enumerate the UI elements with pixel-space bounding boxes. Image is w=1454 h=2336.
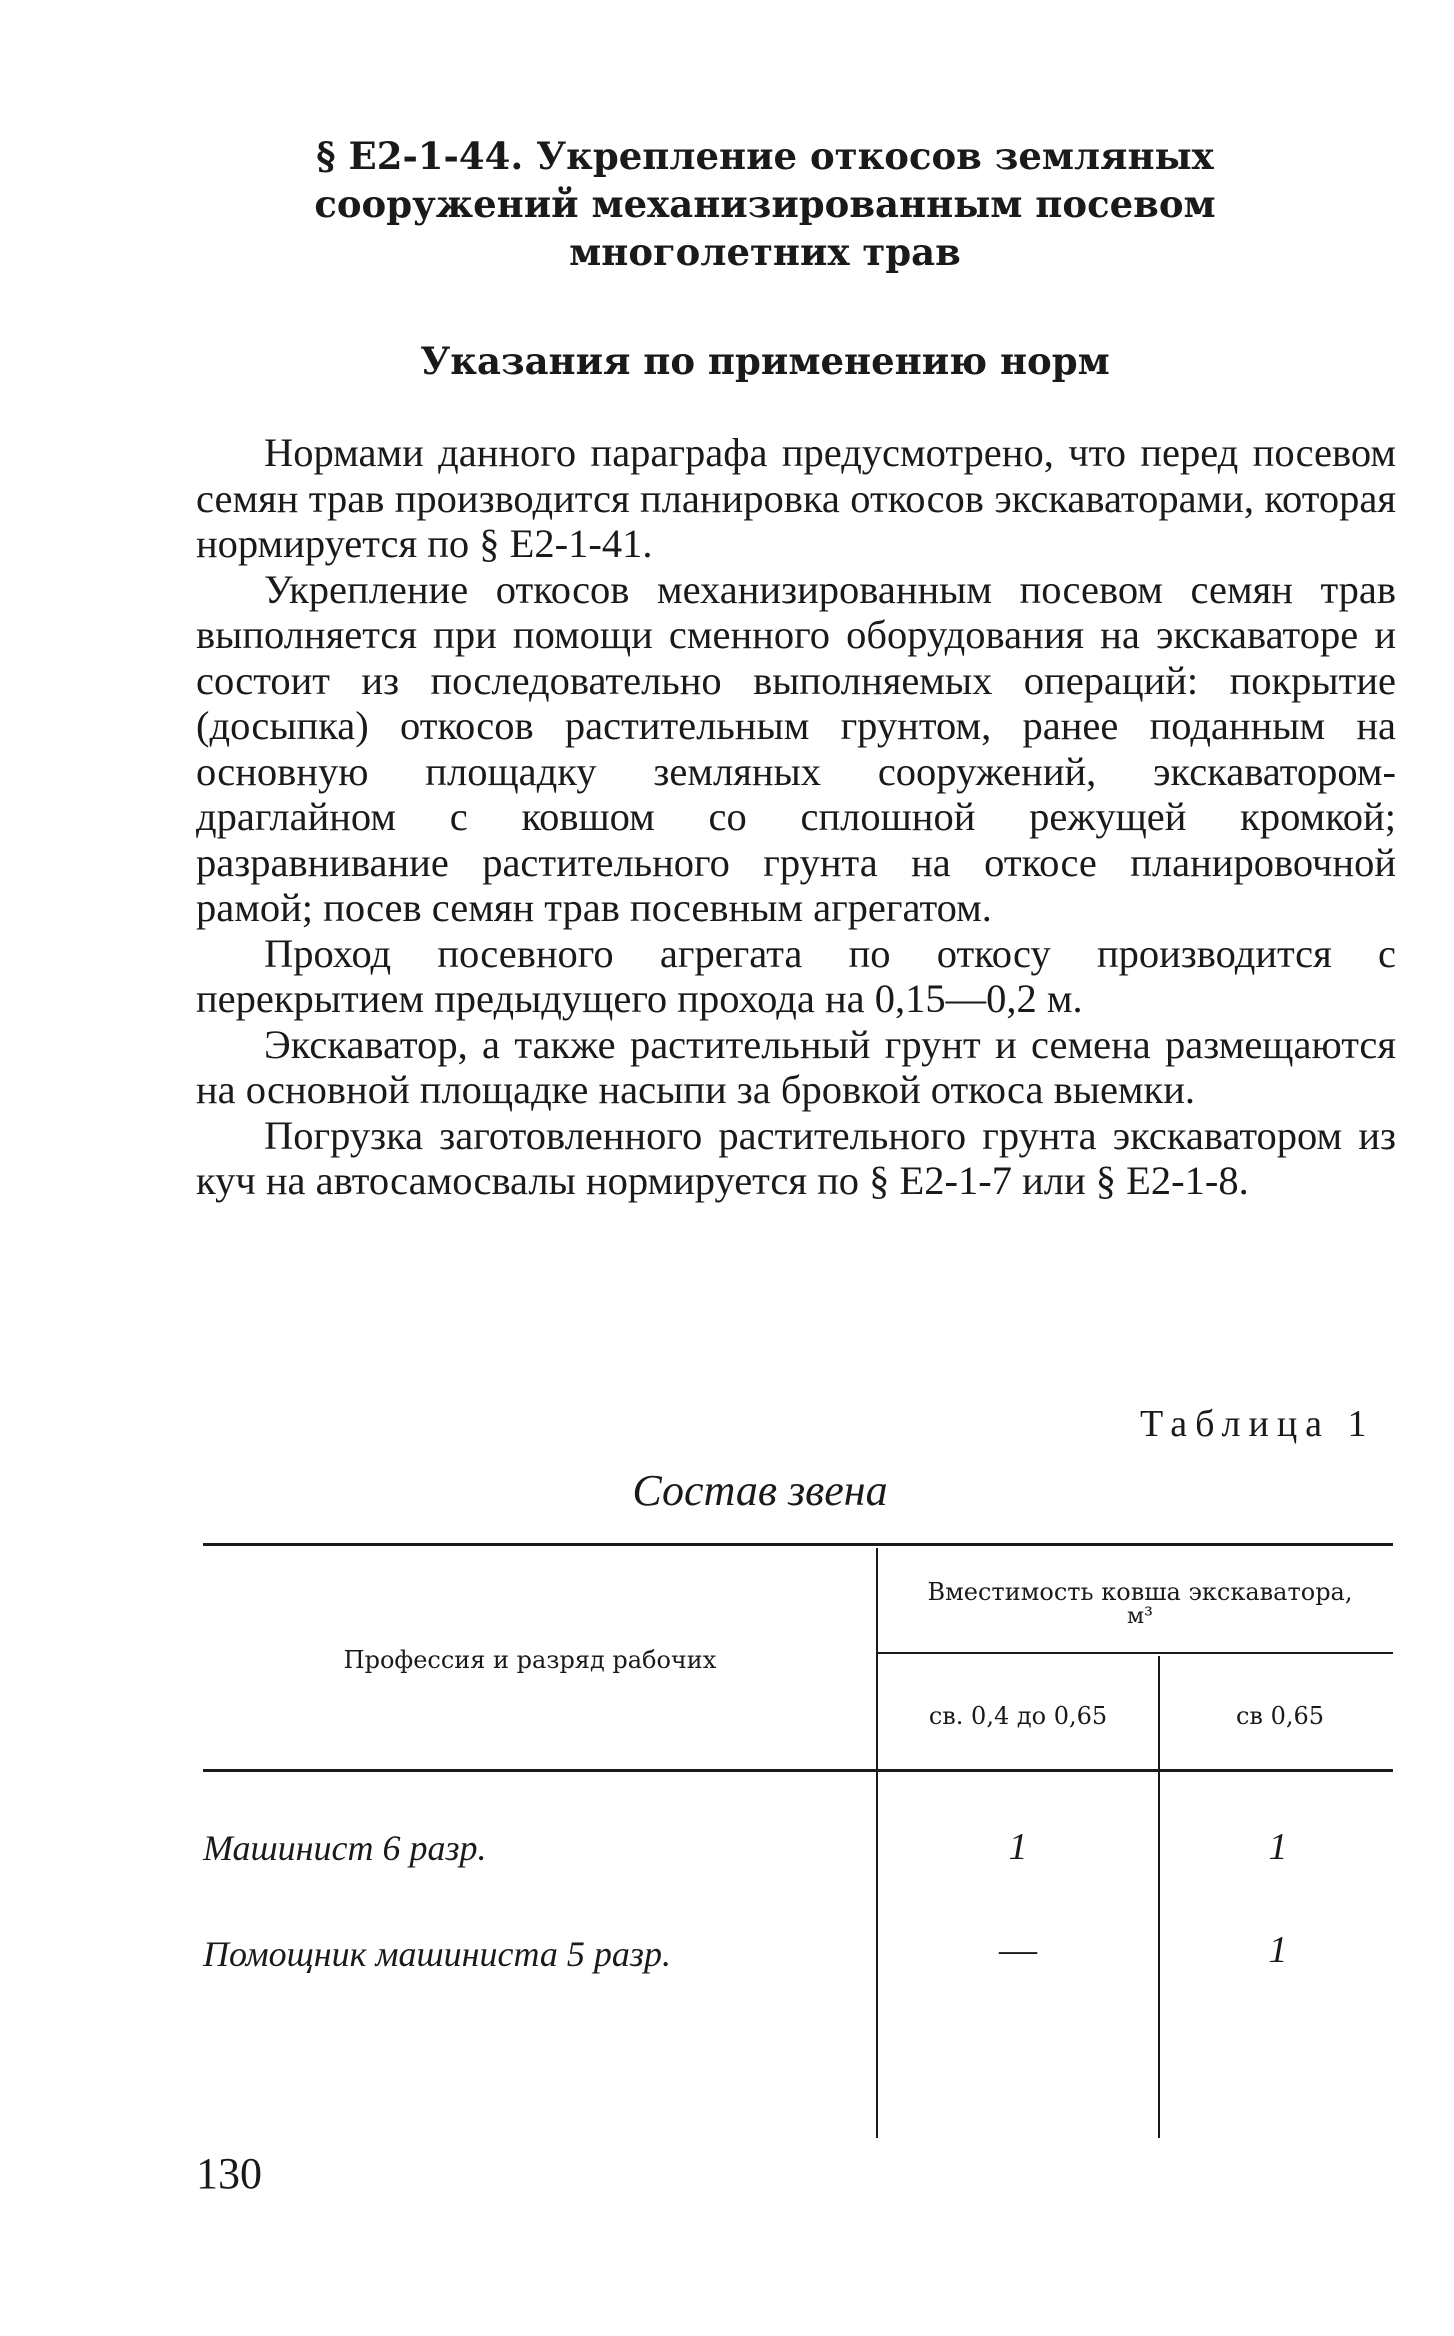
heading-line-3: многолетних трав [569, 230, 961, 274]
page-number: 130 [196, 2149, 262, 2198]
table-row-name: Машинист 6 разр. [203, 1828, 487, 1868]
table-subheader-rule [878, 1652, 1393, 1654]
header-col1: св. 0,4 до 0,65 [928, 1702, 1108, 1730]
header-capacity: Вместимость ковша экскаватора, [927, 1578, 1353, 1606]
table-label: Таблица 1 [1140, 1403, 1375, 1445]
table-row-col1: 1 [1008, 1826, 1028, 1868]
paragraph: Укрепление откосов механизированным посевом семян трав выполняется при помощи сменного оборудования на экскаваторе и состоит из последовательно выполняемых операций: покрытие (досыпка) откосов растительным грунтом, ранее поданным на основную площадку земляных сооружений, экскаватором-драглайном с ковшом со сплошной режущей кромкой; разравнивание растительного грунта на откосе планировочной рамой; посев семян трав посевным агрегатом. [196, 566, 1396, 930]
table-row-name: Помощник машиниста 5 разр. [203, 1934, 671, 1974]
table-row-col1: — [999, 1929, 1037, 1971]
section-heading [300, 132, 1230, 276]
header-capacity-unit: м³ [1127, 1604, 1153, 1629]
table-row-col2: 1 [1268, 1826, 1288, 1868]
subheading: Указания по применению норм [420, 339, 1110, 383]
table-caption: Состав звена [632, 1466, 888, 1515]
paragraph: Экскаватор, а также растительный грунт и семена размещаются на основной площадке насыпи за бровкой откоса выемки. [196, 1021, 1396, 1112]
table-top-rule [203, 1543, 1393, 1546]
header-col2: св 0,65 [1235, 1702, 1325, 1730]
body-text [196, 430, 1396, 1204]
table-header-bottom-rule [203, 1769, 1393, 1772]
header-profession: Профессия и разряд рабочих [343, 1646, 717, 1674]
paragraph: Нормами данного параграфа предусмотрено, что перед посевом семян трав производится планировка откосов экскаваторами, которая нормируется по § Е2-1-41. [196, 430, 1396, 566]
table-column-divider-2 [1158, 1656, 1160, 2138]
paragraph: Погрузка заготовленного растительного грунта экскаватором из куч на автосамосвалы нормируется по § Е2-1-7 или § Е2-1-8. [196, 1112, 1396, 1203]
paragraph: Проход посевного агрегата по откосу производится с перекрытием предыдущего прохода на 0,15—0,2 м. [196, 930, 1396, 1021]
heading-line-1: § Е2-1-44. Укрепление откосов земляных [316, 134, 1214, 178]
table-row-col2: 1 [1268, 1929, 1288, 1971]
heading-line-2: сооружений механизированным посевом [314, 182, 1216, 226]
table-column-divider-1 [876, 1548, 878, 2138]
